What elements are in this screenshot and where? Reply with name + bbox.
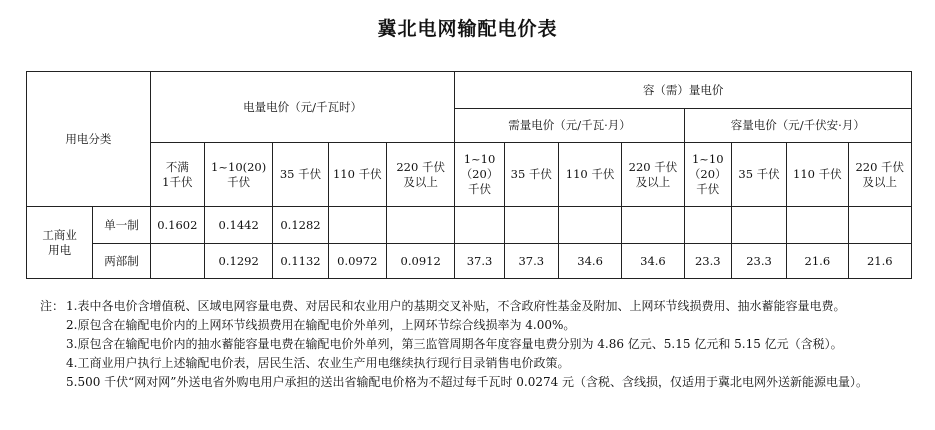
table-cell: 23.3 (684, 244, 731, 279)
column-header: 1~10 （20） 千伏 (684, 143, 731, 207)
table-row-two-part (27, 244, 912, 279)
header-row-3 (27, 143, 912, 207)
table-cell (150, 244, 204, 279)
table-cell (504, 207, 558, 244)
note-item (40, 373, 920, 392)
column-header: 220 千伏 及以上 (622, 143, 684, 207)
document-title: 冀北电网输配电价表 (377, 18, 558, 40)
column-header: 35 千伏 (273, 143, 328, 207)
notes-section (40, 297, 920, 392)
notes-prefix: 注： (40, 299, 65, 313)
system-cell: 单一制 (93, 207, 150, 244)
category-header: 用电分类 (27, 72, 151, 207)
table-cell: 0.1602 (150, 207, 204, 244)
table-cell: 37.3 (504, 244, 558, 279)
column-header: 不满 1千伏 (150, 143, 204, 207)
table-cell: 23.3 (731, 244, 786, 279)
column-header: 220 千伏 及以上 (386, 143, 454, 207)
table-cell: 34.6 (558, 244, 621, 279)
table-cell: 0.1442 (204, 207, 272, 244)
note-text: 5.500 千伏“网对网”外送电省外购电用户承担的送出省输配电价格为不超过每千瓦时 0.0274 元（含税、含线损，仅适用于冀北电网外送新能源电量）。 (66, 375, 869, 389)
system-cell: 两部制 (93, 244, 150, 279)
table-cell (848, 207, 912, 244)
table-cell: 21.6 (848, 244, 912, 279)
table-cell (731, 207, 786, 244)
table-cell: 37.3 (455, 244, 504, 279)
table-cell: 0.1292 (204, 244, 272, 279)
note-text: 3.原包含在输配电价内的抽水蓄能容量电费在输配电价外单列，第三监管周期各年度容量电费分别为 4.86 亿元、5.15 亿元和 5.15 亿元（含税）。 (66, 337, 843, 351)
header-row-1 (27, 72, 912, 109)
note-item (40, 335, 920, 354)
column-header: 1~10(20) 千伏 (204, 143, 272, 207)
capacity-price-header: 容量电价（元/千伏安·月） (684, 109, 911, 143)
column-header: 35 千伏 (731, 143, 786, 207)
column-header: 1~10 （20） 千伏 (455, 143, 504, 207)
table-cell: 0.1132 (273, 244, 328, 279)
note-text: 4.工商业用户执行上述输配电价表，居民生活、农业生产用电继续执行现行目录销售电价政策。 (66, 356, 570, 370)
capacity-demand-header: 容（需）量电价 (455, 72, 912, 109)
note-text: 2.原包含在输配电价内的上网环节线损费用在输配电价外单列，上网环节综合线损率为 4.00%。 (66, 318, 576, 332)
table-cell (787, 207, 848, 244)
table-row-single (27, 207, 912, 244)
column-header: 220 千伏 及以上 (848, 143, 912, 207)
note-item (40, 316, 920, 335)
table-cell (684, 207, 731, 244)
table-cell (455, 207, 504, 244)
table-cell (386, 207, 454, 244)
user-group-cell: 工商业 用电 (27, 207, 93, 279)
table-cell: 0.0912 (386, 244, 454, 279)
table-cell: 0.0972 (328, 244, 386, 279)
energy-price-header: 电量电价（元/千瓦时） (150, 72, 455, 143)
table-cell (558, 207, 621, 244)
note-item (40, 354, 920, 373)
table-cell (328, 207, 386, 244)
tariff-table (26, 71, 912, 279)
demand-price-header: 需量电价（元/千瓦·月） (455, 109, 684, 143)
table-cell: 34.6 (622, 244, 684, 279)
column-header: 110 千伏 (328, 143, 386, 207)
column-header: 35 千伏 (504, 143, 558, 207)
note-item (40, 297, 920, 316)
table-cell: 0.1282 (273, 207, 328, 244)
column-header: 110 千伏 (558, 143, 621, 207)
column-header: 110 千伏 (787, 143, 848, 207)
note-text: 1.表中各电价含增值税、区域电网容量电费、对居民和农业用户的基期交叉补贴，不含政府性基金及附加、上网环节线损费用、抽水蓄能容量电费。 (66, 299, 846, 313)
table-cell (622, 207, 684, 244)
table-cell: 21.6 (787, 244, 848, 279)
